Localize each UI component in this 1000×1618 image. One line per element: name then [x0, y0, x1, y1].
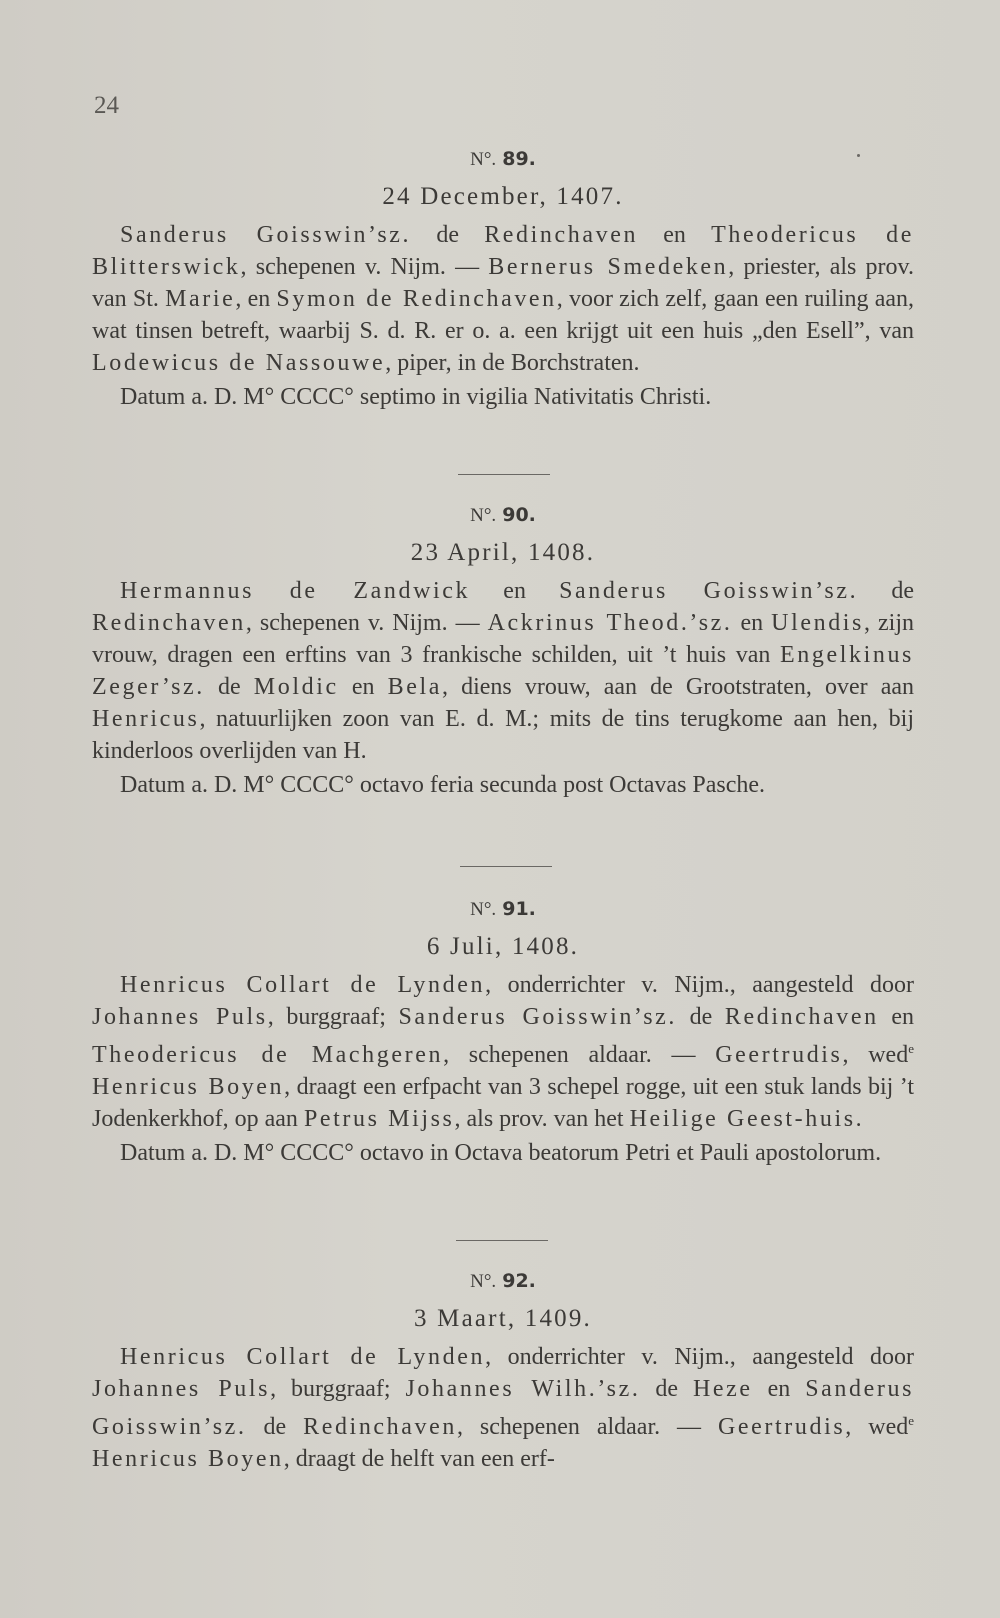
spaced-name: Henricus Collart de Lynden — [120, 1344, 486, 1370]
spaced-name: Geertrudis — [718, 1414, 846, 1440]
entry-number — [92, 504, 914, 527]
spaced-name: Marie — [165, 286, 236, 312]
entry-number — [92, 898, 914, 921]
text-run: , draagt de helft van een erf- — [283, 1446, 555, 1472]
entry-datum: Datum a. D. M° CCCC° septimo in vigilia Nativitatis Christi. — [120, 384, 712, 410]
entry-date: 23 April, 1408. — [410, 539, 596, 566]
text-run: , voor zich zelf, gaan een ruiling aan, wat tinsen betreft, waarbij S. d. R. er o. a. een krijgt uit een huis „den Esell”, van — [92, 286, 915, 344]
text-run: , schepenen aldaar. — — [443, 1042, 716, 1068]
spaced-name: Petrus Mijss — [303, 1106, 455, 1132]
text-run: , wed — [845, 1414, 909, 1440]
spaced-name: Sanderus Goisswin’sz. — [120, 222, 412, 248]
entry-body — [92, 969, 914, 1135]
text-run: e — [908, 1413, 915, 1428]
text-run: de — [640, 1376, 693, 1402]
spaced-name: Symon de Redinchaven — [276, 286, 557, 312]
spaced-name: Heze — [692, 1376, 753, 1402]
text-run: , wed — [842, 1042, 909, 1068]
text-run: , en — [235, 286, 277, 312]
text-run: , natuurlijken zoon van E. d. M.; mits de tins terugkome aan hen, bij kinderloos overlijden van H. — [92, 706, 914, 764]
entry-number-value: 89. — [502, 148, 536, 170]
text-run: de — [411, 222, 485, 248]
entry-date: 6 Juli, 1408. — [426, 933, 580, 960]
text-run: , onderrichter v. Nijm., aangesteld door — [485, 972, 914, 998]
text-run: en — [752, 1376, 806, 1402]
spaced-name: Johannes Puls — [92, 1376, 271, 1402]
spaced-name: Sanderus Goisswin’sz. — [92, 1376, 915, 1440]
entry-92 — [92, 1270, 914, 1475]
entry-date: 3 Maart, 1409. — [414, 1305, 592, 1332]
text-run: , schepenen v. Nijm. — — [245, 610, 488, 636]
entry-89 — [92, 148, 914, 413]
text-run: . — [855, 1106, 862, 1132]
text-run: , diens vrouw, aan de Grootstraten, over aan — [442, 674, 915, 700]
entry-number — [92, 148, 914, 171]
spaced-name: Henricus — [92, 706, 200, 732]
text-run: , onderrichter v. Nijm., aangesteld door — [485, 1344, 914, 1370]
text-run: de — [858, 578, 914, 604]
entry-body — [92, 1341, 914, 1475]
entry-number-value: 91. — [502, 898, 536, 920]
spaced-name: Ackrinus Theod.’sz. — [487, 610, 733, 636]
text-run: de — [246, 1414, 304, 1440]
spaced-name: Geertrudis — [715, 1042, 843, 1068]
text-run: de — [204, 674, 254, 700]
spaced-name: Henricus Boyen — [92, 1446, 284, 1472]
spaced-name: Sanderus Goisswin’sz. — [398, 1004, 677, 1030]
entry-datum: Datum a. D. M° CCCC° octavo feria secunda post Octavas Pasche. — [120, 772, 766, 798]
spaced-name: Johannes Wilh.’sz. — [405, 1376, 641, 1402]
text-run: , piper, in de Borchstraten. — [385, 350, 640, 376]
text-run: en — [470, 578, 560, 604]
spaced-name: Engelkinus Zeger’sz. — [92, 642, 914, 700]
spaced-name: Redinchaven — [303, 1414, 457, 1440]
entry-number-prefix: N°. — [470, 149, 497, 170]
spaced-name: Ulendis — [771, 610, 865, 636]
spaced-name: Johannes Puls — [92, 1004, 268, 1030]
section-divider — [458, 474, 550, 475]
text-run: en — [878, 1004, 915, 1030]
entry-90 — [92, 504, 914, 801]
text-run: en — [638, 222, 712, 248]
entry-number-value: 92. — [502, 1270, 536, 1292]
text-run: , schepenen aldaar. — — [456, 1414, 718, 1440]
entry-number-prefix: N°. — [470, 1271, 497, 1292]
spaced-name: Hermannus de Zandwick — [120, 578, 471, 604]
spaced-name: Redinchaven — [484, 222, 639, 248]
entry-body — [92, 219, 914, 379]
spaced-name: Redinchaven — [92, 610, 246, 636]
page-number: 24 — [94, 92, 119, 119]
text-run: , zijn vrouw, dragen een erftins van 3 frankische schilden, uit ’t huis van — [92, 610, 914, 668]
entry-number-prefix: N°. — [470, 505, 497, 526]
spaced-name: Bernerus Smedeken — [488, 254, 729, 280]
text-run: , burggraaf; — [270, 1376, 406, 1402]
spaced-name: Theodericus de Blitterswick — [92, 222, 915, 280]
spaced-name: Bela — [387, 674, 442, 700]
spaced-name: Sanderus Goisswin’sz. — [559, 578, 859, 604]
section-divider — [460, 866, 552, 867]
entry-number — [92, 1270, 914, 1293]
text-run: , als prov. van het — [454, 1106, 630, 1132]
spaced-name: Lodewicus de Nassouwe — [92, 350, 386, 376]
spaced-name: Redinchaven — [724, 1004, 879, 1030]
entry-91 — [92, 898, 914, 1169]
text-run: , schepenen v. Nijm. — — [240, 254, 489, 280]
text-run: , burggraaf; — [267, 1004, 399, 1030]
spaced-name: Heilige Geest-huis — [629, 1106, 856, 1132]
text-run: , draagt een erfpacht van 3 schepel rogge, uit een stuk lands bij ’t Jodenkerkhof, op aan — [92, 1074, 915, 1132]
text-run: en — [338, 674, 388, 700]
spaced-name: Henricus Boyen — [92, 1074, 285, 1100]
text-run: , priester, als prov. van St. — [92, 254, 914, 312]
section-divider — [456, 1240, 548, 1241]
text-run: en — [732, 610, 772, 636]
spaced-name: Moldic — [253, 674, 339, 700]
text-run: de — [677, 1004, 725, 1030]
entry-number-prefix: N°. — [470, 899, 497, 920]
text-run: e — [908, 1041, 914, 1056]
entry-body — [92, 575, 914, 767]
entry-number-value: 90. — [502, 504, 536, 526]
spaced-name: Theodericus de Machgeren — [92, 1042, 444, 1068]
spaced-name: Henricus Collart de Lynden — [120, 972, 486, 998]
entry-date: 24 December, 1407. — [382, 183, 624, 210]
entry-datum: Datum a. D. M° CCCC° octavo in Octava beatorum Petri et Pauli apostolorum. — [120, 1140, 882, 1166]
